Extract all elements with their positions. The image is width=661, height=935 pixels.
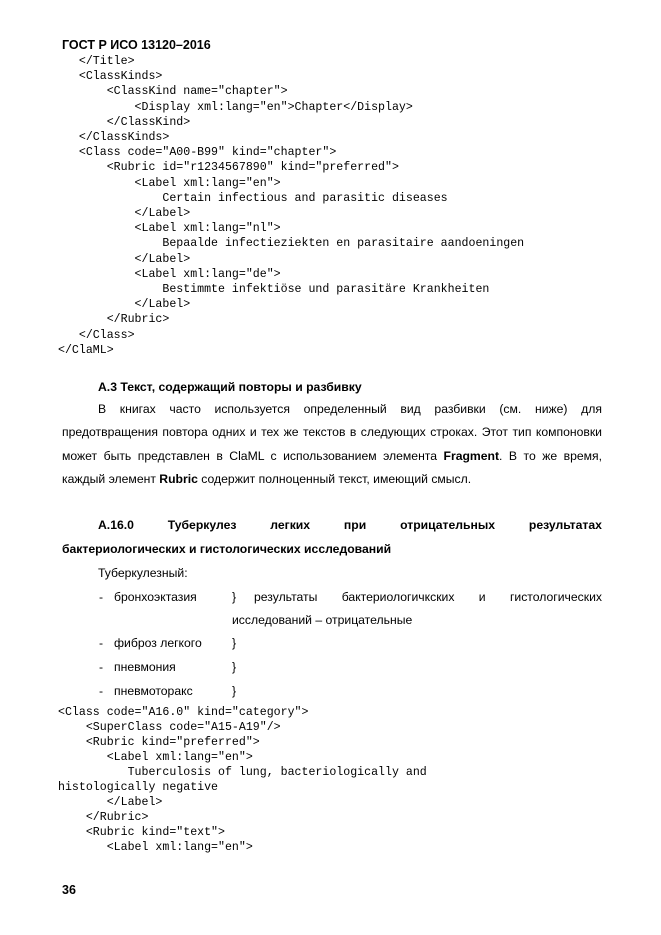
code-top-line: </Class> (58, 328, 135, 342)
list-dash: - (99, 684, 104, 698)
code-top-line: <ClassKinds> (58, 70, 163, 84)
example-title (62, 514, 602, 561)
example-title-line2: бактериологических и гистологических исследований (62, 541, 392, 556)
code-top-line: </Label> (58, 298, 191, 312)
code-top-line: Bepaalde infectieziekten en parasitaire aandoeningen (58, 237, 525, 251)
code-top-line: <Class code="A00-B99" kind="chapter"> (58, 146, 337, 160)
code-top-line: </Label> (58, 252, 191, 266)
example-title-word: легких (270, 518, 311, 532)
code-top-line: </Rubric> (58, 313, 170, 327)
document-header: ГОСТ Р ИСО 13120–2016 (62, 38, 211, 52)
section-paragraph (62, 398, 602, 491)
list-intro: Туберкулезный: (98, 566, 188, 580)
code-bottom-line: </Rubric> (58, 811, 149, 824)
para-text: В книгах часто используется определенный вид разбивки (см. ниже) для предотвращения повтора одних и тех же текстов в следующих строках. Этот тип компоновки может быть представлен в ClaML с использованием элемента (62, 402, 602, 463)
code-top-line: </ClassKinds> (58, 131, 170, 144)
list-result-text-cont: исследований – отрицательные (232, 613, 413, 627)
para-text-end: содержит полноценный текст, имеющий смысл. (197, 471, 472, 486)
code-bottom-line: <Class code="A16.0" kind="category"> (58, 706, 309, 719)
list-term: пневмоторакс (114, 684, 193, 698)
code-bottom-line: <Label xml:lang="en"> (58, 841, 253, 854)
list-brace: } (232, 590, 237, 604)
code-bottom-line: <Label xml:lang="en"> (58, 751, 253, 764)
code-top-line: <ClassKind name="chapter"> (58, 85, 288, 99)
code-top-line: </ClaML> (58, 343, 114, 357)
code-bottom-line: <SuperClass code="A15-A19"/> (58, 721, 281, 734)
list-brace: } (232, 684, 237, 698)
example-title-word: результатах (528, 518, 602, 532)
code-top-line: </Title> (58, 55, 135, 68)
code-top-line: <Label xml:lang="de"> (58, 267, 281, 281)
example-title-line1 (62, 514, 602, 538)
code-top-line: </ClassKind> (58, 115, 191, 129)
example-title-word: А.16.0 (98, 518, 134, 532)
list-result-text: результаты бактериологичкских и гистологических (254, 590, 602, 604)
list-term: пневмония (114, 660, 176, 674)
code-top-line: <Label xml:lang="nl"> (58, 222, 281, 236)
code-top-line: <Rubric id="r1234567890" kind="preferred"> (58, 161, 399, 175)
code-bottom-line: </Label> (58, 796, 163, 809)
list-brace: } (232, 660, 237, 674)
list-dash: - (99, 590, 104, 604)
list-brace: } (232, 636, 237, 650)
example-title-word: Туберкулез (167, 518, 237, 532)
page-number: 36 (62, 883, 76, 897)
para-bold-fragment: Fragment (443, 448, 500, 463)
list-dash: - (99, 660, 104, 674)
code-bottom-line: Tuberculosis of lung, bacteriologically and (58, 766, 427, 779)
para-bold-rubric: Rubric (159, 471, 198, 486)
code-top-line: Bestimmte infektiöse und parasitäre Krankheiten (58, 283, 490, 296)
code-bottom-line: <Rubric kind="preferred"> (58, 736, 260, 749)
list-term: бронхоэктазия (114, 590, 197, 604)
code-top-line: <Display xml:lang="en">Chapter</Display> (58, 100, 413, 114)
list-term: фиброз легкого (114, 636, 202, 650)
example-title-word: отрицательных (400, 518, 496, 532)
list-dash: - (99, 636, 104, 650)
code-top-line: <Label xml:lang="en"> (58, 176, 281, 190)
section-heading: А.3 Текст, содержащий повторы и разбивку (98, 380, 362, 394)
code-top-line: </Label> (58, 207, 191, 220)
example-title-word: при (343, 518, 367, 532)
code-top-line: Certain infectious and parasitic diseases (58, 191, 448, 205)
code-bottom-line: histologically negative (58, 781, 219, 794)
code-bottom-line: <Rubric kind="text"> (58, 826, 225, 839)
para-text-tail: . В то же время, каждый элемент (62, 448, 602, 486)
